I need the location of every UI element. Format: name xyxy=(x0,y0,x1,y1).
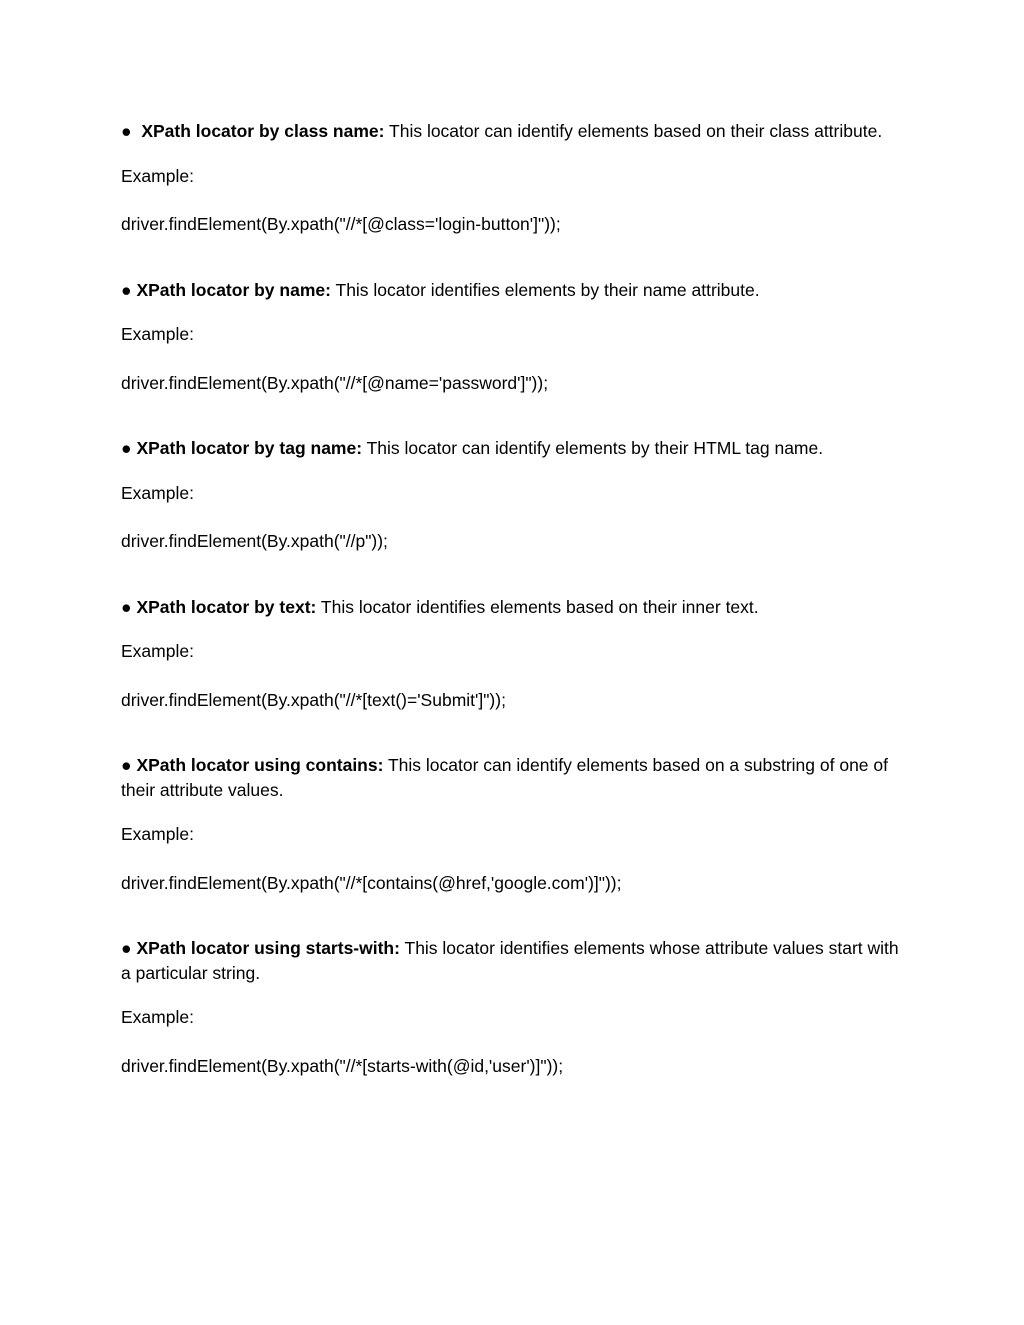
section-description-text: This locator identifies elements based on their inner text. xyxy=(320,596,759,617)
example-label: Example: xyxy=(121,1007,194,1027)
section-starts-with xyxy=(121,936,911,1078)
section-term: XPath locator using contains: xyxy=(136,755,384,775)
section-term: XPath locator by name: xyxy=(136,279,331,300)
bullet-icon: ● xyxy=(121,121,132,141)
section-term: XPath locator by text: xyxy=(136,596,317,617)
document-page xyxy=(121,119,911,1078)
section-description xyxy=(121,436,911,461)
section-description xyxy=(121,936,911,985)
section-class-name xyxy=(121,119,911,237)
example-label: Example: xyxy=(121,824,194,844)
section-description-text: This locator can identify elements based on their class attribute. xyxy=(389,121,883,141)
section-description-text: This locator identifies elements by their name attribute. xyxy=(335,279,760,300)
section-name xyxy=(121,278,911,396)
section-description-text: This locator identifies elements whose attribute values start with a particular string. xyxy=(121,938,899,983)
bullet-icon: ● xyxy=(121,438,132,458)
section-description xyxy=(121,119,911,144)
example-label: Example: xyxy=(121,641,194,661)
code-example: driver.findElement(By.xpath("//p")); xyxy=(121,531,388,551)
section-text xyxy=(121,595,911,713)
section-term: XPath locator by tag name: xyxy=(136,438,363,458)
code-example: driver.findElement(By.xpath("//*[starts-with(@id,'user')]")); xyxy=(121,1055,564,1076)
section-description-text: This locator can identify elements by their HTML tag name. xyxy=(366,438,824,458)
section-term: XPath locator using starts-with: xyxy=(136,938,400,958)
section-description xyxy=(121,278,911,303)
bullet-icon: ● xyxy=(121,755,132,775)
code-example: driver.findElement(By.xpath("//*[@class='login-button']")); xyxy=(121,214,561,234)
section-term: XPath locator by class name: xyxy=(141,121,385,141)
code-example: driver.findElement(By.xpath("//*[@name='password']")); xyxy=(121,372,549,393)
section-description xyxy=(121,595,911,620)
section-contains xyxy=(121,753,911,895)
bullet-icon: ● xyxy=(121,596,132,617)
code-example: driver.findElement(By.xpath("//*[text()='Submit']")); xyxy=(121,689,506,710)
example-label: Example: xyxy=(121,482,194,503)
section-description xyxy=(121,753,911,802)
example-label: Example: xyxy=(121,324,194,344)
section-tag-name xyxy=(121,436,911,554)
bullet-icon: ● xyxy=(121,938,132,958)
bullet-icon: ● xyxy=(121,279,132,300)
example-label: Example: xyxy=(121,165,194,186)
code-example: driver.findElement(By.xpath("//*[contains(@href,'google.com')]")); xyxy=(121,872,622,893)
section-description-text: This locator can identify elements based on a substring of one of their attribute values. xyxy=(121,755,888,800)
